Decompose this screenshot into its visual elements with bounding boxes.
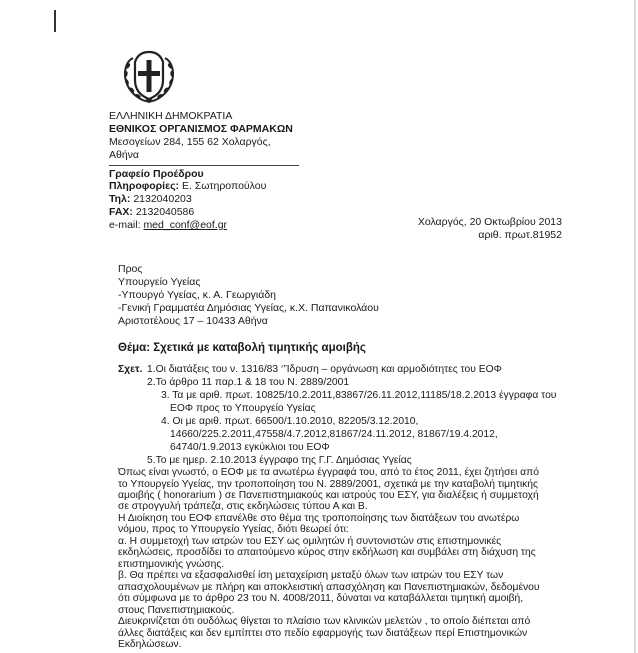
tel-label: Τηλ: [109, 193, 131, 205]
fax-label: FAX: [109, 206, 133, 218]
reference-item-4: 4. Οι με αριθ. πρωτ. 66500/1.10.2010, 82205/3.12.2010, [161, 416, 419, 427]
address-line-1: Μεσογείων 284, 155 62 Χολαργός, [109, 136, 271, 148]
office-name: Γραφείο Προέδρου [109, 165, 299, 180]
body-line: στους Πανεπιστημιακούς. [118, 604, 235, 616]
recipient-address: Αριστοτέλους 17 – 10433 Αθήνα [118, 315, 268, 327]
body-line: επιστημονικής γνώσης. [118, 558, 225, 570]
fax-value: 2132040586 [135, 206, 195, 218]
greek-coat-of-arms-emblem [121, 46, 177, 104]
body-line: β. Θα πρέπει να εξασφαλισθεί ίση μεταχείριση μεταξύ όλων των ιατρών του ΕΣΥ των [118, 570, 504, 582]
body-line: Εκδηλώσεων. [118, 639, 182, 650]
body-line: ότι σύμφωνα με το άρθρο 23 του Ν. 4008/2011, δύναται να καταβάλλεται τιμητική αμοιβή, [118, 593, 524, 605]
subject-line: Θέμα: Σχετικά με καταβολή τιμητικής αμοιβής [118, 342, 366, 354]
recipient-line-3: -Γενική Γραμματέα Δημόσιας Υγείας, κ.Χ. Παπανικολάου [118, 302, 379, 314]
body-line: απασχολουμένων με πλήρη και αποκλειστική απασχόληση και Πανεπιστημιακών, δεδομένου [118, 581, 540, 593]
tel-value: 2132040203 [133, 193, 192, 205]
fax-line [109, 207, 194, 218]
body-line: α. Η συμμετοχή των ιατρών του ΕΣΥ ως ομιλητών ή συντονιστών στις επιστημονικές [118, 535, 502, 547]
reference-item-4-cont: 14660/225.2.2011,47558/4.7.2012,81867/24.11.2012, 81867/19.4.2012, [170, 429, 498, 440]
reference-item-5: 5.Το με ημερ. 2.10.2013 έγγραφο της Γ.Γ. Δημόσιας Υγείας [147, 455, 412, 466]
organization-name: ΕΘΝΙΚΟΣ ΟΡΓΑΝΙΣΜΟΣ ΦΑΡΜΑΚΩΝ [109, 123, 293, 135]
info-line [109, 181, 266, 192]
reference-item-3-cont: ΕΟΦ προς το Υπουργείο Υγείας [170, 403, 316, 414]
email-line [109, 220, 227, 231]
body-line: Διευκρινίζεται ότι ουδόλως θίγεται το πλαίσιο των κλινικών μελετών , το οποίο διέπεται από [118, 616, 531, 628]
info-value: Ε. Σωτηροπούλου [181, 180, 267, 192]
body-line: σε στρογγυλή τράπεζα, στις εκδηλώσεις τύπου Α και Β. [118, 501, 368, 513]
info-label: Πληροφορίες: [109, 180, 180, 192]
body-line: εκδηλώσεις, προσδίδει το απαιτούμενο κύρος στην εκδήλωση και συμβάλει στη διάχυση της [118, 547, 536, 559]
body-line: νόμου, προς το Υπουργείο Υγείας, διότι θεωρεί ότι: [118, 524, 349, 536]
date-line: Χολαργός, 20 Οκτωβρίου 2013 [417, 216, 562, 228]
recipient-to: Προς [118, 263, 143, 275]
reference-item-2: 2.Το άρθρο 11 παρ.1 & 18 του Ν. 2889/2001 [147, 377, 350, 388]
email-link[interactable]: med_conf@eof.gr [143, 219, 228, 231]
body-line: Όπως είναι γνωστό, ο ΕΟΦ με τα ανωτέρω έγγραφά του, από το έτος 2011, έχει ζητήσει από [118, 467, 539, 478]
reference-item-4-cont-2: 64740/1.9.2013 εγκύκλιοι του ΕΟΦ [170, 442, 330, 453]
body-line: αμοιβής ( honorarium ) σε Πανεπιστημιακούς και ιατρούς του ΕΣΥ, για διαλέξεις ή συμμετοχή [118, 489, 539, 501]
pen-mark [54, 10, 56, 32]
recipient-line-1: Υπουργείο Υγείας [118, 276, 201, 288]
references-label: Σχετ. [118, 364, 143, 375]
recipient-line-2: -Υπουργό Υγείας, κ. Α. Γεωργιάδη [118, 289, 277, 301]
protocol-number: αριθ. πρωτ.81952 [478, 229, 562, 241]
email-label: e-mail: [109, 219, 141, 231]
body-line: Η Διοίκηση του ΕΟΦ επανέλθε στο θέμα της τροποποίησης των διατάξεων του ανωτέρω [118, 512, 520, 524]
tel-line [109, 194, 192, 205]
body-line: το Υπουργείο Υγείας, την τροποποίηση του Ν. 2889/2001, σχετικά με την καταβολή τιμητικής [118, 478, 538, 490]
body-line: άλλες διατάξεις και δεν εμπίπτει στο πεδίο εφαρμογής των διατάξεων περί Επιστημονικών [118, 627, 528, 639]
address-line-2: Αθήνα [109, 149, 140, 161]
republic-name: ΕΛΛΗΝΙΚΗ ΔΗΜΟΚΡΑΤΙΑ [109, 110, 233, 122]
reference-item-1: 1.Οι διατάξεις του ν. 1316/83 ‘’Ίδρυση – οργάνωση και αρμοδιότητες του ΕΟΦ [147, 364, 502, 375]
reference-item-3: 3. Τα με αριθ. πρωτ. 10825/10.2.2011,83867/26.11.2012,11185/18.2.2013 έγγραφα του [161, 390, 557, 401]
